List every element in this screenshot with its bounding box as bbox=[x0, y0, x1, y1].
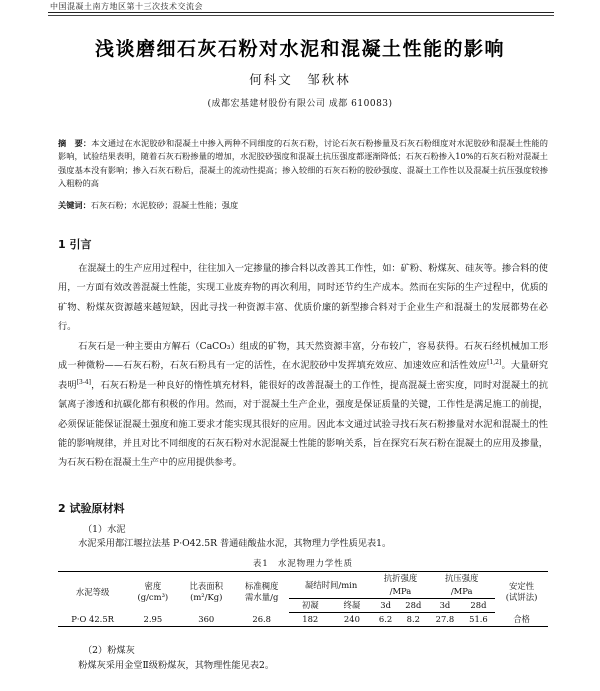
table-row bbox=[58, 613, 548, 627]
cell-final: 240 bbox=[331, 613, 373, 627]
cement-subheading: （1）水泥 bbox=[83, 524, 126, 535]
cell-initial: 182 bbox=[289, 613, 331, 627]
header-soundness-line-1: 安定性 bbox=[509, 581, 535, 592]
header-standard-consistency bbox=[234, 572, 289, 613]
citation-1: [1,2] bbox=[487, 359, 502, 367]
section-1-heading: 1 引言 bbox=[58, 238, 92, 251]
header-flex-28d: 28d bbox=[398, 599, 428, 613]
header-setting-time: 凝结时间/min bbox=[289, 572, 372, 599]
header-std-line-2: 需水量/g bbox=[245, 592, 279, 603]
cell-ssa: 360 bbox=[179, 613, 234, 627]
cement-properties-table bbox=[58, 571, 548, 627]
header-density-label: 密度 bbox=[144, 581, 162, 592]
cell-flex-28d: 8.2 bbox=[398, 613, 428, 627]
intro-paragraph-2 bbox=[58, 337, 548, 473]
authors: 何科文 邹秋林 bbox=[249, 72, 351, 87]
abstract-text: 本文通过在水泥胶砂和混凝土中掺入两种不同细度的石灰石粉，讨论石灰石粉掺量及石灰石粉细度对水泥胶砂和混凝土性能的影响，试验结果表明，随着石灰石粉掺量的增加，水泥胶砂强度和混凝土抗压强度都逐渐降低；石灰石粉掺入10%的石灰石粉对混凝土强度基本没有影响；掺入石灰石粉后，混凝土的流动性提高；掺入较细的石灰石粉的胶砂强度、混凝土工作性以及混凝土抗压强度较掺入粗粉的高 bbox=[58, 138, 548, 188]
header-comp-28d: 28d bbox=[462, 599, 496, 613]
header-grade: 水泥等级 bbox=[58, 572, 127, 613]
header-soundness-line-2: (试饼法) bbox=[505, 592, 538, 603]
cell-grade: P·O 42.5R bbox=[58, 613, 127, 627]
intro-p2-part-b: 。大量研究表明 bbox=[58, 360, 549, 391]
intro-paragraph-1: 在混凝土的生产应用过程中，往往加入一定掺量的掺合料以改善其工作性，如：矿粉、粉煤灰、硅灰等。掺合料的使用，一方面有效改善混凝土性能，实现工业废弃物的再次利用，同时还节约生产成本。然而在实际的生产过程中，优质的矿物、粉煤灰资源越来越短缺，因此寻找一种资源丰富、优质价廉的新型掺合料对于企业生产和混凝土的发展都势在必行。 bbox=[58, 263, 548, 333]
header-rule bbox=[48, 12, 554, 13]
abstract-label: 摘 要： bbox=[58, 138, 92, 148]
header-soundness bbox=[495, 572, 548, 613]
header-flexural: 抗折强度 bbox=[373, 572, 428, 586]
header-flex-3d: 3d bbox=[373, 599, 399, 613]
header-rule-thin bbox=[48, 15, 554, 16]
fly-ash-description: 粉煤灰采用金堂Ⅱ级粉煤灰，其物理性能见表2。 bbox=[78, 660, 275, 671]
keywords bbox=[58, 199, 548, 212]
cell-density: 2.95 bbox=[127, 613, 178, 627]
header-flexural-unit: /MPa bbox=[373, 585, 428, 599]
affiliation: (成都宏基建材股份有限公司 成都 610083) bbox=[207, 99, 393, 109]
cell-flex-3d: 6.2 bbox=[373, 613, 399, 627]
running-header: 中国混凝土南方地区第十三次技术交流会 bbox=[50, 2, 203, 11]
keywords-text: 石灰石粉；水泥胶砂；混凝土性能；强度 bbox=[90, 200, 239, 210]
keywords-label: 关键词： bbox=[58, 200, 91, 210]
header-density bbox=[127, 572, 178, 613]
header-compressive-unit: /MPa bbox=[428, 585, 495, 599]
header-density-unit: (g/cm³) bbox=[137, 592, 169, 603]
header-ssa bbox=[179, 572, 234, 613]
table-header-row bbox=[58, 572, 548, 586]
cell-std: 26.8 bbox=[234, 613, 289, 627]
header-ssa-unit: (m²/Kg) bbox=[190, 592, 223, 603]
cell-soundness: 合格 bbox=[495, 613, 548, 627]
header-compressive: 抗压强度 bbox=[428, 572, 495, 586]
table-1-caption: 表1 水泥物理力学性质 bbox=[252, 558, 354, 568]
cell-comp-3d: 27.8 bbox=[428, 613, 462, 627]
abstract bbox=[58, 137, 548, 190]
fly-ash-subheading: （2）粉煤灰 bbox=[83, 645, 135, 656]
header-std-line-1: 标准稠度 bbox=[244, 581, 279, 592]
citation-2: [3-4] bbox=[76, 378, 91, 386]
cell-comp-28d: 51.6 bbox=[462, 613, 496, 627]
intro-p2-part-c: ，石灰石粉是一种良好的惰性填充材料，能很好的改善混凝土的工作性，提高混凝土密实度，同时对混凝土的抗氯离子渗透和抗碳化都有积极的作用。然而，对于混凝土生产企业，强度是保证质量的关键，工作性是满足施工的前提，必须保证能保证混凝土强度和施工要求才能实现其很好的应用。因此本文通过试验寻找石灰石粉掺量对水泥和混凝土的性能的影响规律，并且对比不同细度的石灰石粉对水泥混凝土性能的影响关系，旨在探究石灰石粉在混凝土的应用及掺量，为石灰石粉在混凝土生产中的应用提供参考。 bbox=[58, 379, 549, 469]
section-2-heading: 2 试验原材料 bbox=[58, 502, 125, 515]
paper-title: 浅谈磨细石灰石粉对水泥和混凝土性能的影响 bbox=[94, 38, 505, 60]
intro-p2-part-a: 石灰石是一种主要由方解石（CaCO₃）组成的矿物，其天然资源丰富，分布较广，容易获得。石灰石经机械加工形成一种微粉——石灰石粉，石灰石粉具有一定的活性，在水泥胶砂中发挥填充效应、加速效应和活性效应 bbox=[58, 341, 548, 372]
header-initial-set: 初凝 bbox=[289, 599, 331, 613]
header-ssa-label: 比表面积 bbox=[189, 581, 223, 592]
header-final-set: 终凝 bbox=[331, 599, 373, 613]
header-comp-3d: 3d bbox=[428, 599, 462, 613]
cement-description: 水泥采用都江堰拉法基 P·O42.5R 普通硅酸盐水泥，其物理力学性质见表1。 bbox=[78, 538, 392, 549]
